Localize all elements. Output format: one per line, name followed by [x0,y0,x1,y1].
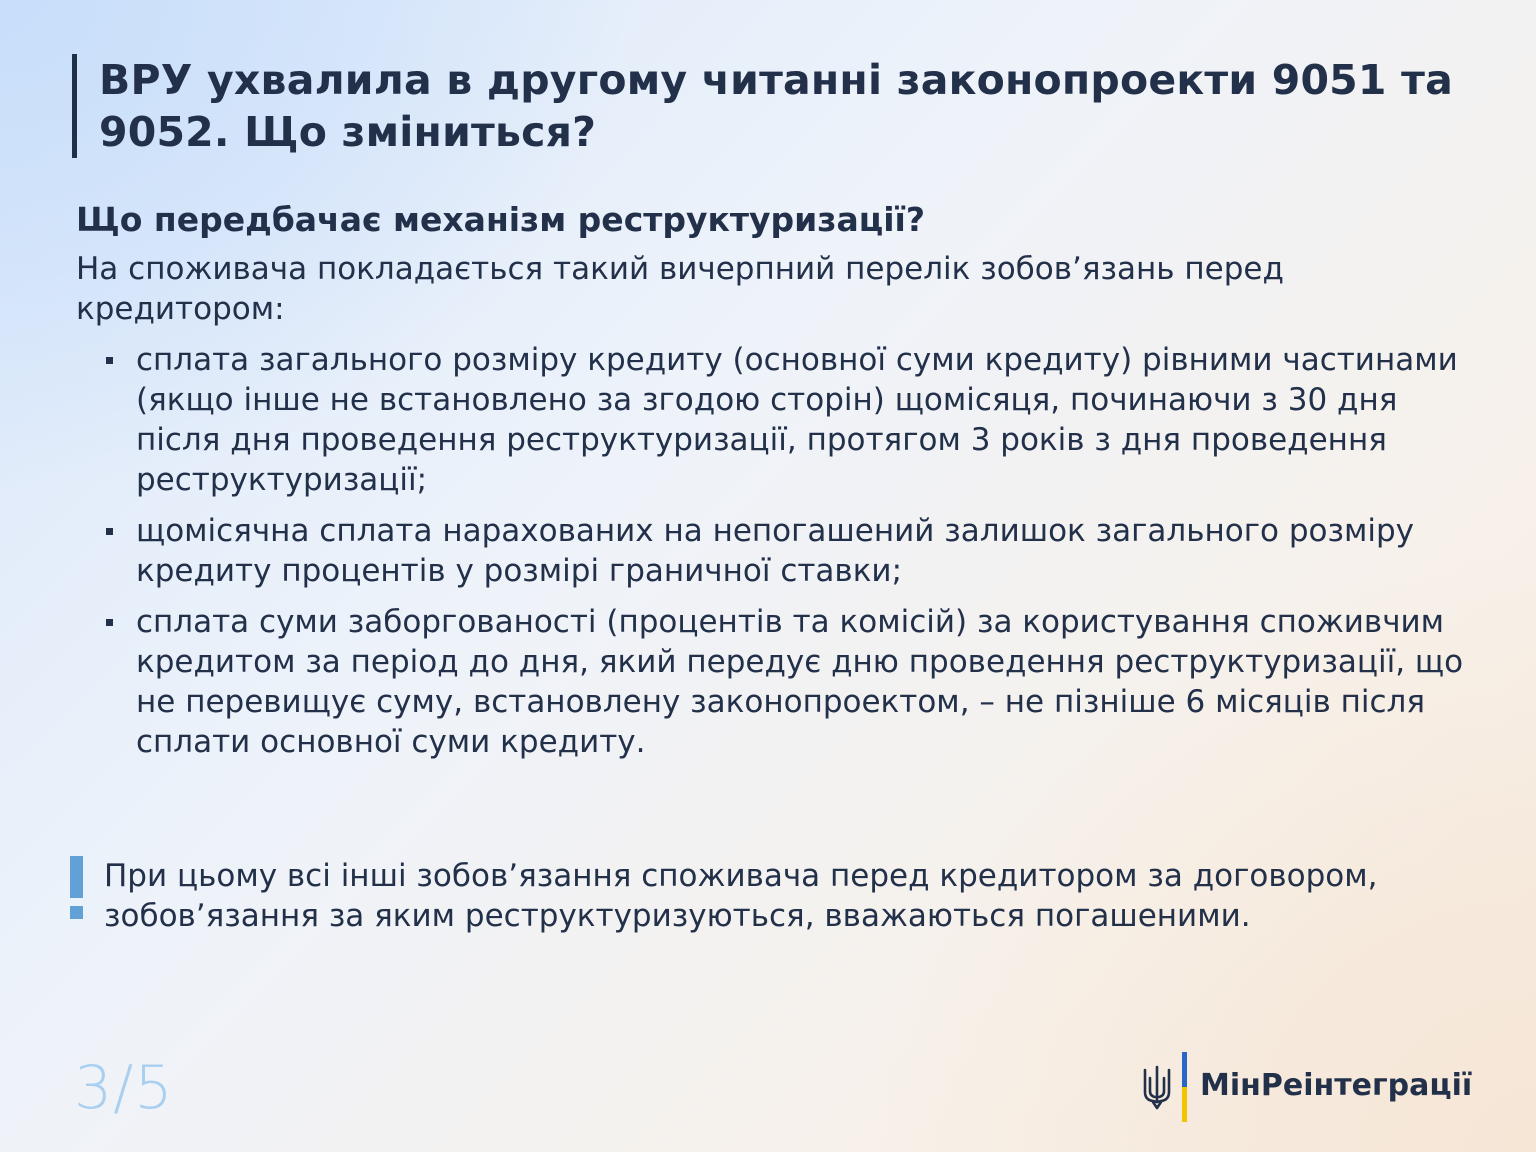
list-item-text: сплата суми заборгованості (процентів та комісій) за користування споживчим кредитом за період до дня, який передує дню проведення реструктуризації, що не перевищує суму, встановлену законопроектом, – не пізніше 6 місяців після сплати основної суми кредиту. [136,604,1464,760]
list-item [100,340,1470,500]
trident-icon [1142,1064,1172,1110]
obligations-list [100,340,1470,773]
exclamation-icon [68,856,86,920]
bullet-marker-icon [106,357,113,364]
logo-text: МінРеінтеграції [1200,1068,1473,1103]
list-item [100,511,1470,591]
page-title: ВРУ ухвалила в другому читанні законопроекти 9051 та 9052. Що зміниться? [99,56,1453,156]
intro-text: На споживача покладається такий вичерпний перелік зобов’язань перед кредитором: [76,251,1284,327]
ministry-logo [1142,1052,1473,1122]
bullet-marker-icon [106,528,113,535]
section-subtitle: Що передбачає механізм реструктуризації? [76,200,925,239]
list-item [100,602,1470,762]
list-item-text: сплата загального розміру кредиту (основної суми кредиту) рівними частинами (якщо інше не встановлено за згодою сторін) щомісяця, починаючи з 30 дня після дня проведення реструктуризації, протягом 3 років з дня проведення реструктуризації; [136,342,1458,498]
flag-stripe [1182,1052,1187,1122]
title-block [72,54,1479,158]
page-indicator: 3/5 [74,1053,174,1123]
note-text: При цьому всі інші зобов’язання споживача перед кредитором за договором, зобов’язання за яким реструктуризуються, вважаються погашеними. [104,858,1378,934]
bullet-marker-icon [106,619,113,626]
list-item-text: щомісячна сплата нарахованих на непогашений залишок загального розміру кредиту процентів у розмірі граничної ставки; [136,513,1414,589]
